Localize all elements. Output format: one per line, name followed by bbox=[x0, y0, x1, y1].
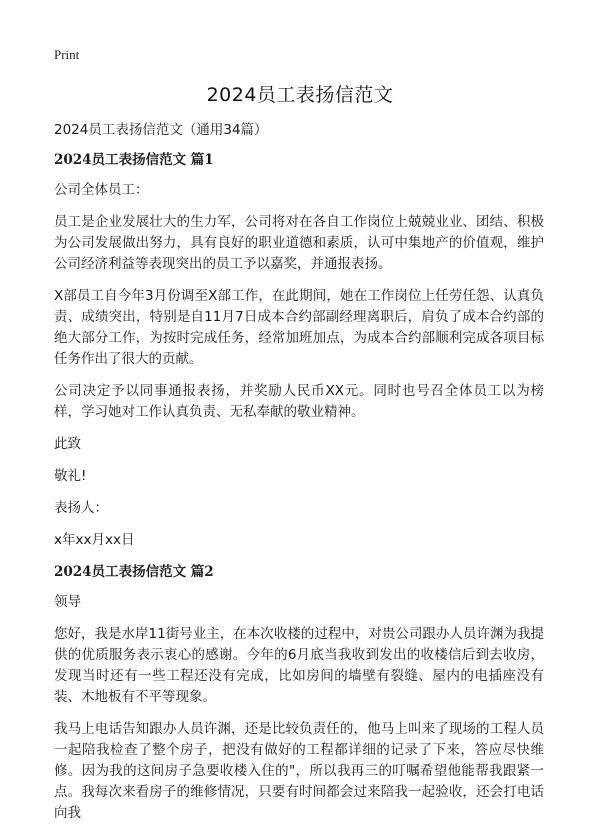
paragraph-1-1: 员工是企业发展壮大的生力军，公司将对在各自工作岗位上兢兢业业、团结、积极为公司发展做出努力，具有良好的职业道德和素质，认可中集地产的价值观，维护公司经济利益等表现突出的员工予以嘉奖，并通报表扬。 bbox=[54, 214, 544, 272]
salutation-2: 领导 bbox=[54, 594, 81, 610]
paragraph-2-1: 您好，我是水岸11街号业主，在本次收楼的过程中，对贵公司跟办人员许渊为我提供的优质服务表示衷心的感谢。今年的6月底当我收到发出的收楼信后到去收房，发现当时还有一些工程还没有完成，比如房间的墙壁有裂缝、屋内的电插座没有装、木地板有不平等现象。 bbox=[54, 626, 544, 705]
paragraph-1-3: 公司决定予以同事通报表扬，并奖励人民币XX元。同时也号召全体员工以为榜样，学习她对工作认真负责、无私奉献的敬业精神。 bbox=[54, 383, 544, 420]
paragraph-1-2: X部员工自今年3月份调至X部工作，在此期间，她在工作岗位上任劳任怨、认真负责、成绩突出，特别是自11月7日成本合约部副经理离职后，肩负了成本合约部的绝大部分工作，为按时完成任务，经常加班加点，为成本合约部顺利完成各项目标任务作出了很大的贡献。 bbox=[54, 288, 544, 367]
document-subtitle: 2024员工表扬信范文（通用34篇） bbox=[54, 122, 268, 138]
section-heading-2: 2024员工表扬信范文 篇2 bbox=[54, 564, 214, 580]
paragraph-2-2: 我马上电话告知跟办人员许渊，还是比较负责任的，他马上叫来了现场的工程人员一起陪我检查了整个房子，把没有做好的工程都详细的记录了下来，答应尽快维修。因为我的这间房子急要收楼入住的"，所以我再三的叮嘱希望他能帮我跟紧一点。我每次来看房子的维修情况，只要有时间都会过来陪我一起验收，还会打电话向我 bbox=[54, 721, 544, 821]
signer-line: 表扬人： bbox=[54, 500, 108, 516]
closing-line-1: 此致 bbox=[54, 436, 81, 452]
closing-line-2: 敬礼! bbox=[54, 468, 87, 484]
page-title: 2024员工表扬信范文 bbox=[206, 84, 394, 106]
salutation-1: 公司全体员工： bbox=[54, 182, 149, 198]
document-body bbox=[54, 120, 544, 835]
print-label: Print bbox=[54, 47, 80, 62]
date-line: x年xx月xx日 bbox=[54, 532, 135, 548]
section-heading-1: 2024员工表扬信范文 篇1 bbox=[54, 152, 214, 168]
